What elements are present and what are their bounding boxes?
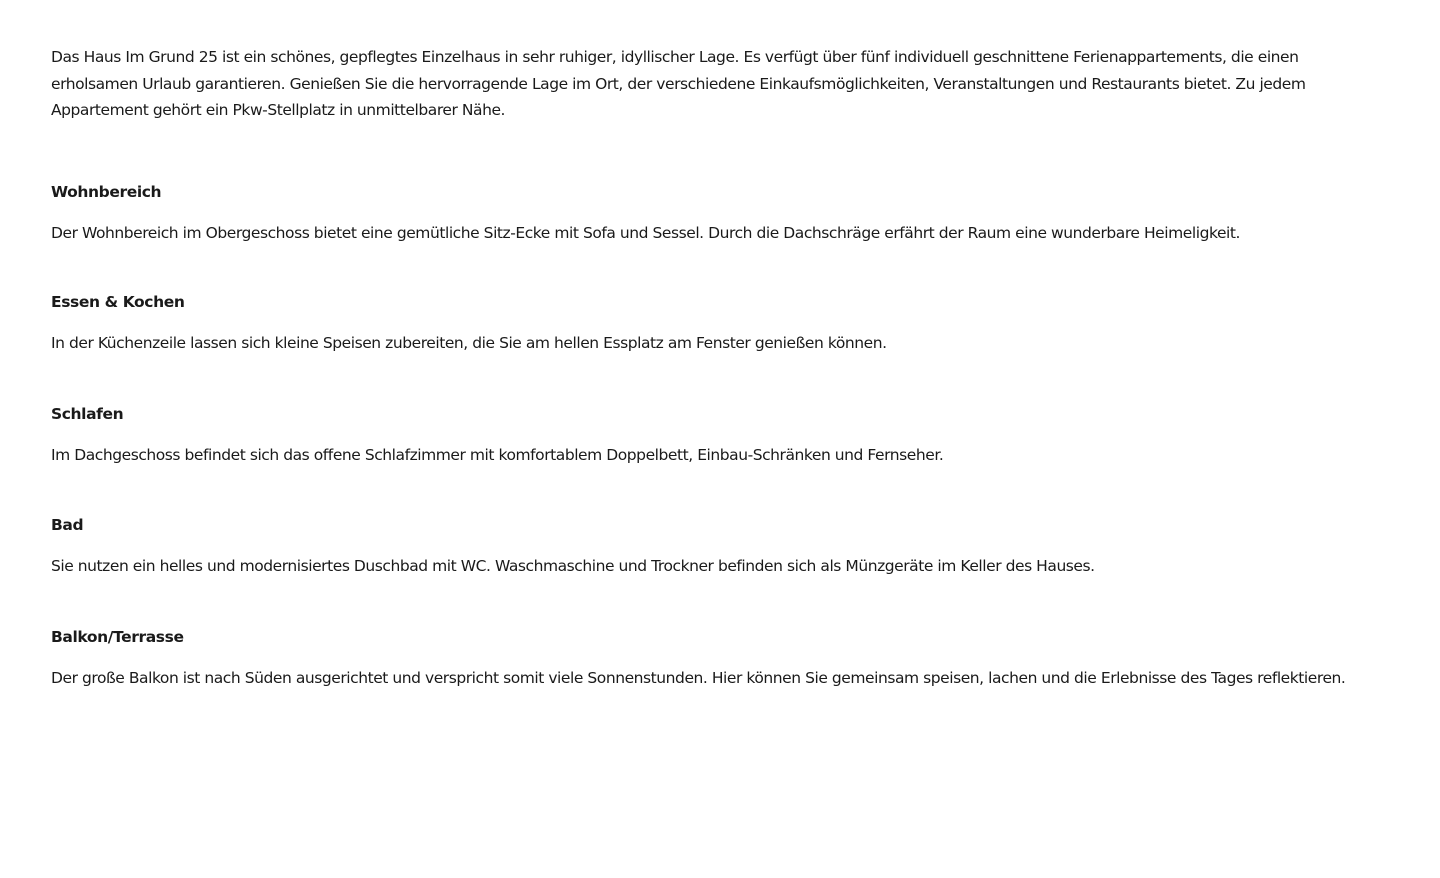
- section-text: Der Wohnbereich im Obergeschoss bietet eine gemütliche Sitz-Ecke mit Sofa und Sessel. Durch die Dachschräge erfährt der Raum eine wunderbare Heimeligkeit.: [51, 223, 1240, 242]
- section-wohnbereich: [51, 179, 1351, 247]
- section-schlafen: [51, 401, 1351, 469]
- section-heading: Balkon/Terrasse: [51, 627, 184, 646]
- section-balkon-terrasse: [51, 624, 1351, 692]
- section-essen-kochen: [51, 289, 1351, 357]
- section-heading: Essen & Kochen: [51, 293, 185, 311]
- description-content: [51, 44, 1351, 691]
- section-heading: Schlafen: [51, 404, 124, 423]
- section-text: In der Küchenzeile lassen sich kleine Speisen zubereiten, die Sie am hellen Essplatz am Fenster genießen können.: [51, 334, 887, 352]
- section-text: Sie nutzen ein helles und modernisiertes Duschbad mit WC. Waschmaschine und Trockner befinden sich als Münzgeräte im Keller des Hauses.: [51, 557, 1095, 575]
- intro-paragraph: Das Haus Im Grund 25 ist ein schönes, gepflegtes Einzelhaus in sehr ruhiger, idyllischer Lage. Es verfügt über fünf individuell geschnittene Ferienappartements, die einen erholsamen Urlaub garantieren. Genießen Sie die hervorragende Lage im Ort, der verschiedene Einkaufsmöglichkeiten, Veranstaltungen und Restaurants bietet. Zu jedem Appartement gehört ein Pkw-Stellplatz in unmittelbarer Nähe.: [51, 48, 1306, 119]
- section-text: Im Dachgeschoss befindet sich das offene Schlafzimmer mit komfortablem Doppelbett, Einbau-Schränken und Fernseher.: [51, 445, 944, 464]
- section-text: Der große Balkon ist nach Süden ausgerichtet und verspricht somit viele Sonnenstunden. Hier können Sie gemeinsam speisen, lachen und die Erlebnisse des Tages reflektieren.: [51, 668, 1346, 687]
- section-heading: Bad: [51, 516, 84, 534]
- section-bad: [51, 512, 1351, 580]
- section-heading: Wohnbereich: [51, 182, 162, 201]
